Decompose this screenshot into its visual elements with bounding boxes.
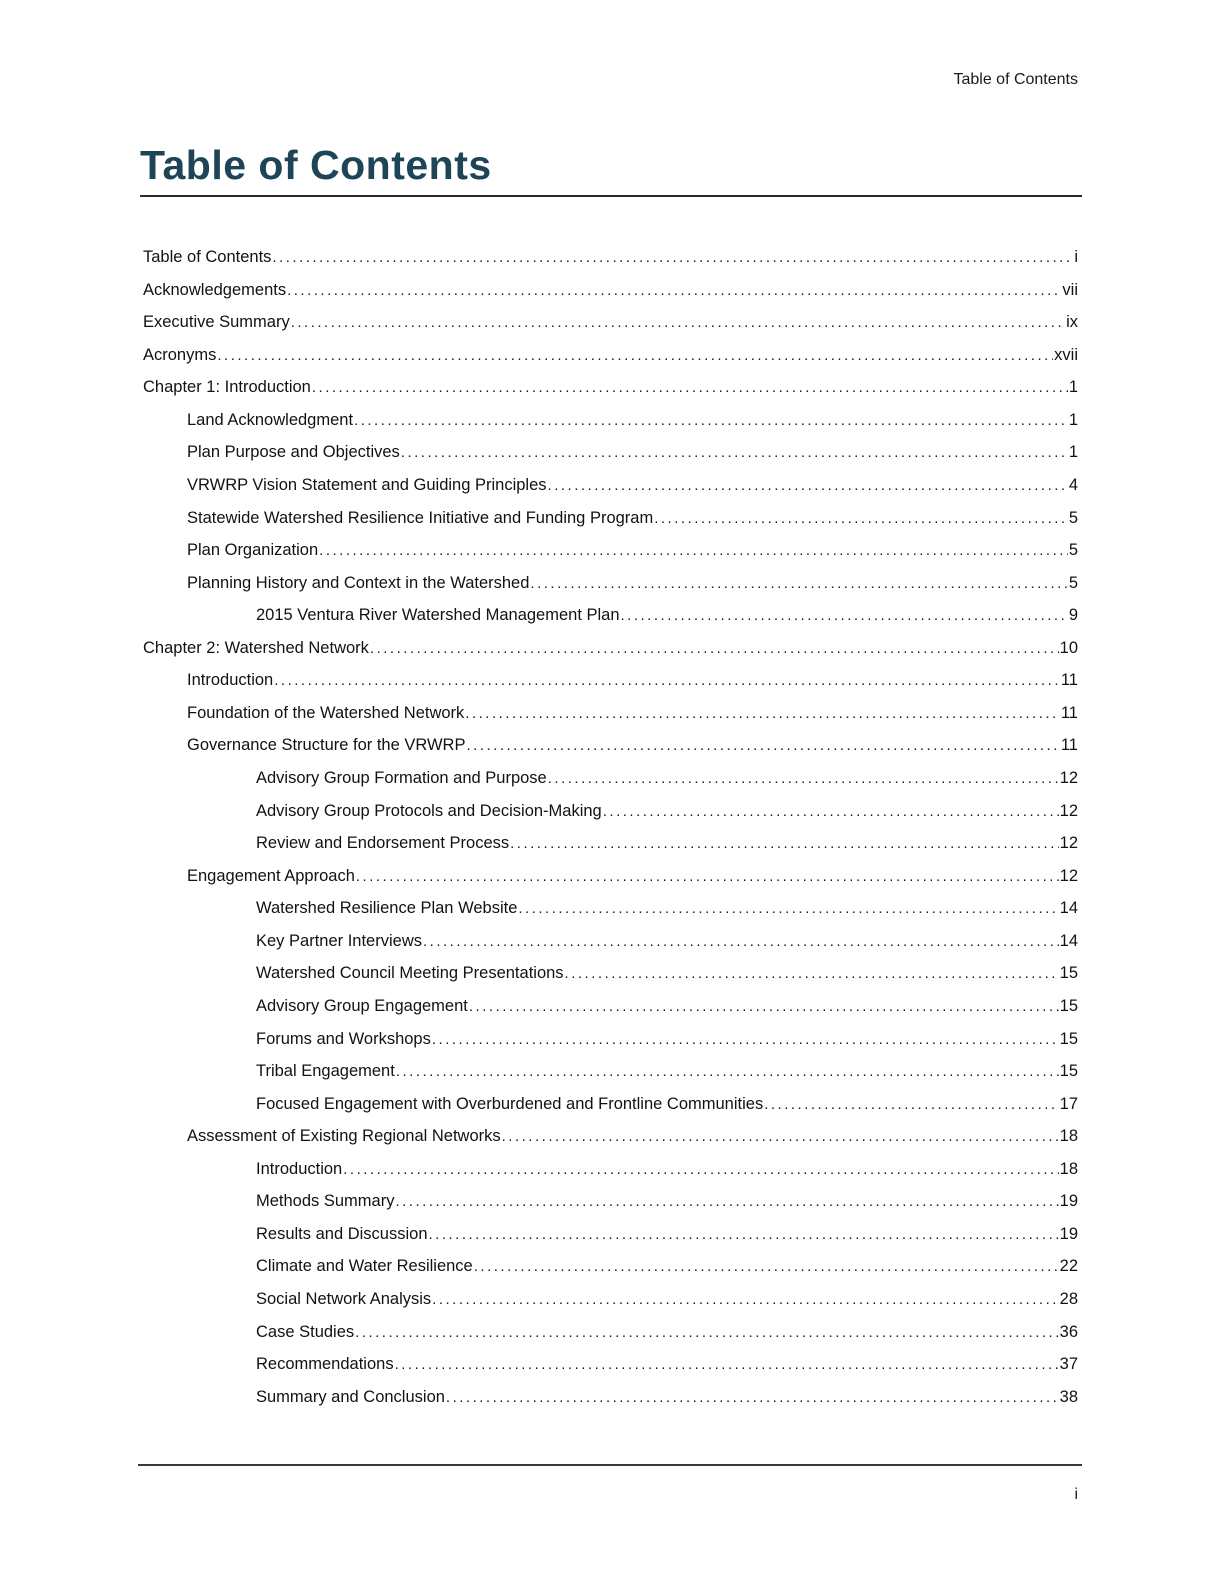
toc-dot-leader — [395, 1185, 1058, 1219]
toc-entry-label: Governance Structure for the VRWRP — [187, 736, 466, 755]
toc-entry-label: Climate and Water Resilience — [256, 1257, 473, 1276]
toc-entry-page: xvii — [1054, 345, 1078, 364]
toc-entry-page: 12 — [1059, 801, 1078, 820]
toc-entry-label: Engagement Approach — [187, 866, 355, 885]
toc-dot-leader — [565, 957, 1059, 991]
toc-entry-label: Foundation of the Watershed Network — [187, 703, 465, 722]
toc-entry[interactable] — [143, 1250, 1078, 1283]
toc-entry-page: 12 — [1059, 769, 1078, 787]
toc-entry-label: Tribal Engagement — [256, 1062, 395, 1081]
toc-entry-page: 1 — [1068, 443, 1078, 462]
toc-entry-label: Plan Organization — [187, 541, 319, 560]
toc-entry-label: Summary and Conclusion — [256, 1387, 445, 1406]
toc-entry[interactable] — [143, 1153, 1078, 1186]
toc-entry-label: Watershed Resilience Plan Website — [256, 899, 518, 918]
toc-entry[interactable] — [143, 632, 1078, 665]
toc-entry-label: Social Network Analysis — [256, 1290, 432, 1308]
toc-dot-leader — [474, 1250, 1059, 1284]
toc-entry[interactable] — [143, 469, 1078, 502]
toc-entry-page: 12 — [1059, 834, 1078, 853]
toc-entry-page: 1 — [1068, 410, 1078, 429]
toc-dot-leader — [355, 1316, 1059, 1350]
toc-dot-leader — [217, 339, 1053, 373]
toc-entry-page: vii — [1062, 280, 1078, 299]
toc-entry[interactable] — [143, 1218, 1078, 1251]
toc-entry[interactable] — [143, 1055, 1078, 1088]
toc-dot-leader — [621, 599, 1068, 633]
toc-entry[interactable] — [143, 795, 1078, 828]
toc-entry-page: 19 — [1059, 1224, 1078, 1243]
toc-entry-page: 37 — [1059, 1355, 1078, 1374]
toc-entry-label: VRWRP Vision Statement and Guiding Principles — [187, 475, 547, 494]
toc-entry-page: 18 — [1059, 1159, 1078, 1178]
page-number: i — [1074, 1486, 1078, 1503]
toc-entry-page: 15 — [1059, 964, 1078, 983]
toc-entry-page: 15 — [1059, 1062, 1078, 1081]
toc-entry-page: 15 — [1059, 996, 1078, 1015]
toc-entry[interactable] — [143, 925, 1078, 958]
toc-entry[interactable] — [143, 697, 1078, 730]
toc-entry-page: 1 — [1068, 378, 1078, 397]
toc-dot-leader — [466, 729, 1059, 763]
toc-entry-label: Introduction — [256, 1159, 343, 1178]
toc-entry[interactable] — [143, 990, 1078, 1023]
toc-dot-leader — [548, 762, 1059, 796]
toc-entry[interactable] — [143, 371, 1078, 404]
toc-entry-label: Case Studies — [256, 1322, 355, 1341]
toc-entry-label: Table of Contents — [143, 248, 272, 266]
toc-entry-label: Review and Endorsement Process — [256, 834, 510, 853]
toc-entry[interactable] — [143, 892, 1078, 925]
toc-dot-leader — [510, 827, 1059, 861]
toc-dot-leader — [429, 1218, 1059, 1252]
toc-entry[interactable] — [143, 1381, 1078, 1414]
toc-entry-page: 10 — [1059, 638, 1078, 657]
toc-dot-leader — [354, 404, 1068, 438]
toc-entry-page: 22 — [1059, 1257, 1078, 1276]
toc-entry-label: Planning History and Context in the Watershed — [187, 573, 530, 592]
toc-entry-label: Focused Engagement with Overburdened and Frontline Communities — [256, 1094, 764, 1113]
toc-entry-page: 14 — [1059, 899, 1078, 918]
toc-entry-label: Acronyms — [143, 345, 217, 364]
toc-dot-leader — [502, 1120, 1059, 1154]
toc-entry-page: 5 — [1068, 541, 1078, 560]
toc-dot-leader — [356, 860, 1059, 894]
toc-entry[interactable] — [143, 860, 1078, 893]
toc-dot-leader — [465, 697, 1060, 731]
toc-dot-leader — [291, 306, 1065, 340]
toc-entry-page: 5 — [1068, 508, 1078, 527]
toc-dot-leader — [764, 1088, 1058, 1122]
toc-entry[interactable] — [143, 1088, 1078, 1121]
table-of-contents — [143, 241, 1078, 1413]
toc-entry-label: Land Acknowledgment — [187, 410, 354, 429]
toc-entry-label: Chapter 2: Watershed Network — [143, 638, 369, 657]
toc-entry-label: Watershed Council Meeting Presentations — [256, 964, 564, 983]
toc-dot-leader — [530, 567, 1067, 601]
toc-entry-page: 11 — [1060, 736, 1078, 755]
toc-dot-leader — [446, 1381, 1059, 1415]
toc-entry-page: 11 — [1060, 703, 1078, 722]
toc-entry-page: 36 — [1059, 1322, 1078, 1341]
toc-entry[interactable] — [143, 534, 1078, 567]
toc-dot-leader — [274, 664, 1060, 698]
toc-entry-label: Assessment of Existing Regional Networks — [187, 1127, 501, 1146]
toc-dot-leader — [432, 1023, 1059, 1057]
toc-dot-leader — [423, 925, 1059, 959]
toc-entry[interactable] — [143, 241, 1078, 274]
toc-entry-page: 5 — [1068, 573, 1078, 592]
toc-entry[interactable] — [143, 436, 1078, 469]
toc-dot-leader — [518, 892, 1058, 926]
toc-entry[interactable] — [143, 1316, 1078, 1349]
toc-dot-leader — [370, 632, 1059, 666]
toc-entry-page: 4 — [1068, 475, 1078, 494]
toc-dot-leader — [603, 795, 1059, 829]
toc-entry-label: Executive Summary — [143, 313, 290, 332]
toc-entry[interactable] — [143, 957, 1078, 990]
toc-entry-label: Forums and Workshops — [256, 1029, 431, 1048]
toc-entry-label: Acknowledgements — [143, 280, 287, 299]
toc-entry[interactable] — [143, 827, 1078, 860]
toc-entry-page: 38 — [1059, 1387, 1078, 1406]
toc-entry-page: i — [1074, 248, 1078, 266]
toc-dot-leader — [432, 1283, 1058, 1317]
toc-entry-page: 28 — [1059, 1290, 1078, 1308]
toc-entry-label: Statewide Watershed Resilience Initiative and Funding Program — [187, 508, 654, 527]
toc-entry[interactable] — [143, 762, 1078, 795]
toc-entry[interactable] — [143, 599, 1078, 632]
toc-entry-page: 12 — [1059, 866, 1078, 885]
toc-entry-page: 15 — [1059, 1029, 1078, 1048]
toc-dot-leader — [401, 436, 1068, 470]
toc-entry-label: Advisory Group Protocols and Decision-Making — [256, 801, 602, 820]
toc-entry[interactable] — [143, 339, 1078, 372]
toc-entry-page: 14 — [1059, 931, 1078, 950]
toc-entry-label: Introduction — [187, 671, 274, 690]
toc-entry-page: 18 — [1059, 1127, 1078, 1146]
toc-entry-label: Chapter 1: Introduction — [143, 378, 311, 397]
toc-entry[interactable] — [143, 1283, 1078, 1316]
toc-entry-page: 17 — [1059, 1094, 1078, 1113]
toc-dot-leader — [395, 1348, 1059, 1382]
toc-entry[interactable] — [143, 502, 1078, 535]
toc-entry-label: Advisory Group Formation and Purpose — [256, 769, 547, 787]
toc-entry-label: Methods Summary — [256, 1192, 395, 1211]
toc-dot-leader — [312, 371, 1068, 405]
toc-dot-leader — [396, 1055, 1059, 1089]
toc-entry-page: 9 — [1068, 606, 1078, 625]
toc-entry-page: ix — [1066, 313, 1078, 332]
toc-entry-label: Results and Discussion — [256, 1224, 428, 1243]
toc-dot-leader — [272, 241, 1073, 275]
toc-entry-label: Key Partner Interviews — [256, 931, 422, 950]
toc-entry[interactable] — [143, 404, 1078, 437]
toc-entry[interactable] — [143, 1185, 1078, 1218]
toc-entry-label: Plan Purpose and Objectives — [187, 443, 400, 462]
toc-dot-leader — [548, 469, 1068, 503]
page-title: Table of Contents — [140, 144, 1082, 197]
toc-entry[interactable] — [143, 306, 1078, 339]
toc-entry-label: Advisory Group Engagement — [256, 996, 468, 1015]
toc-dot-leader — [469, 990, 1059, 1024]
toc-dot-leader — [654, 502, 1068, 536]
toc-dot-leader — [343, 1153, 1058, 1187]
toc-entry[interactable] — [143, 274, 1078, 307]
toc-dot-leader — [319, 534, 1068, 568]
toc-entry[interactable] — [143, 664, 1078, 697]
toc-entry-page: 11 — [1060, 671, 1078, 690]
toc-entry[interactable] — [143, 567, 1078, 600]
footer-divider — [138, 1464, 1082, 1466]
toc-entry[interactable] — [143, 1023, 1078, 1056]
toc-entry-page: 19 — [1059, 1192, 1078, 1211]
toc-entry-label: Recommendations — [256, 1355, 394, 1374]
toc-entry[interactable] — [143, 1348, 1078, 1381]
running-header: Table of Contents — [953, 71, 1078, 88]
toc-entry[interactable] — [143, 1120, 1078, 1153]
toc-dot-leader — [287, 274, 1061, 308]
toc-entry-label: 2015 Ventura River Watershed Management Plan — [256, 606, 620, 625]
toc-entry[interactable] — [143, 729, 1078, 762]
